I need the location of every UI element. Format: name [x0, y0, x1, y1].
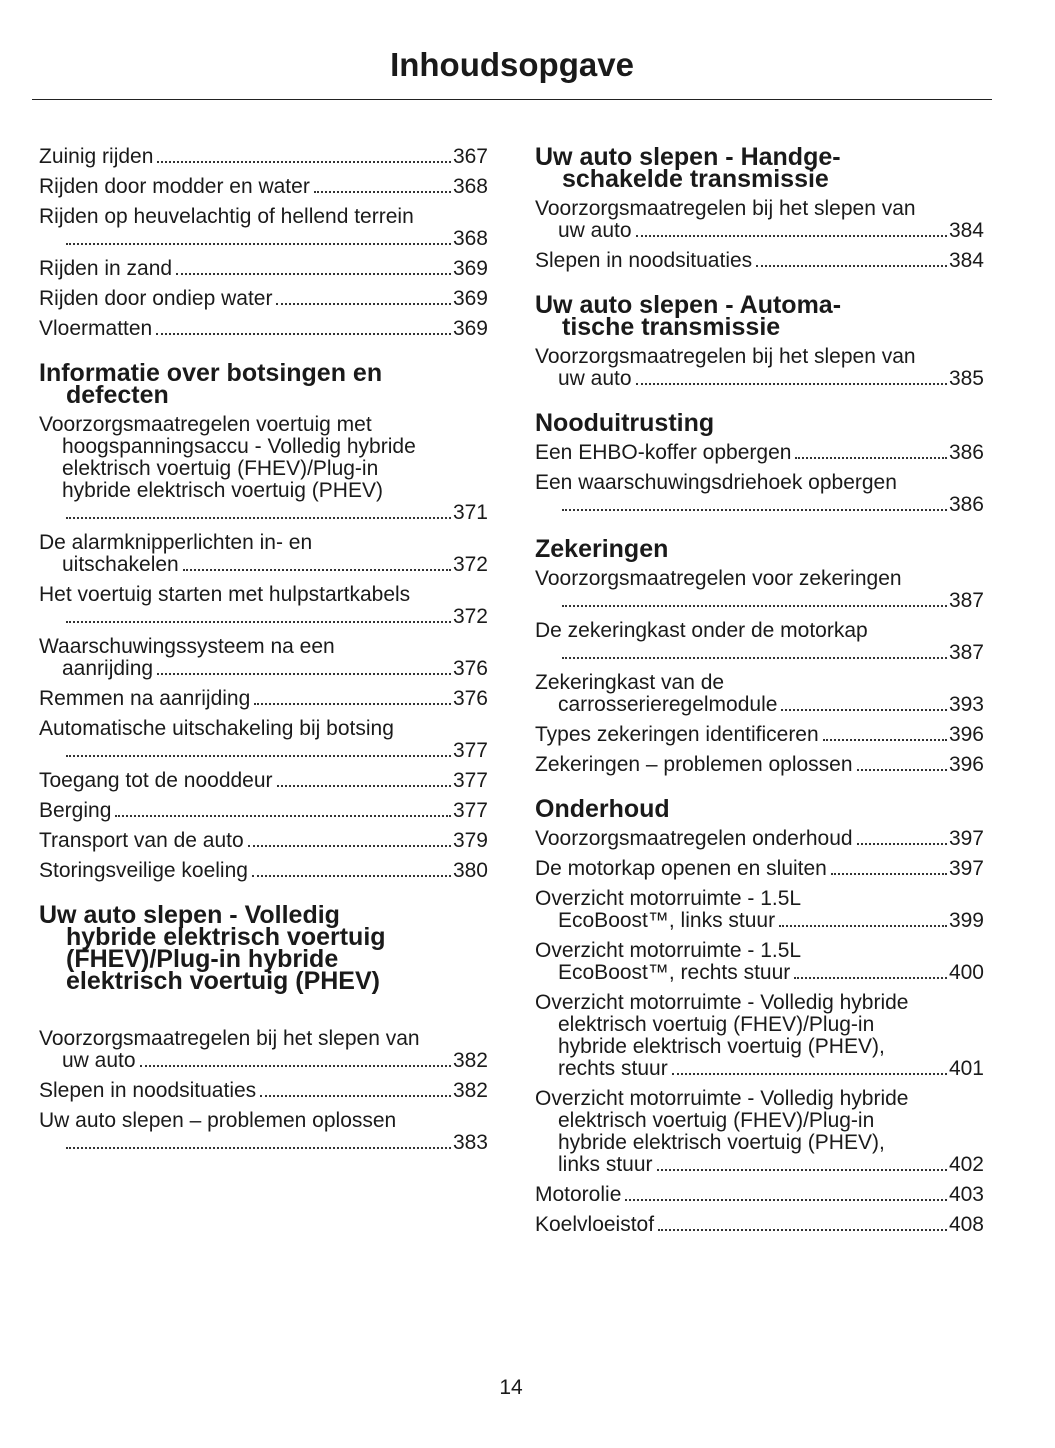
toc-entry[interactable]: [535, 724, 984, 746]
dot-leader: [140, 1065, 451, 1067]
page-ref[interactable]: 402: [948, 1153, 984, 1176]
toc-entry[interactable]: [39, 258, 488, 280]
dot-leader: [277, 785, 451, 787]
entry-text: Vloermatten: [39, 317, 153, 340]
toc-entry[interactable]: [535, 858, 984, 880]
toc-entry[interactable]: [535, 940, 984, 984]
page-ref[interactable]: 393: [948, 693, 984, 716]
page-ref[interactable]: 369: [452, 317, 488, 340]
page-ref[interactable]: 386: [948, 441, 984, 464]
dot-leader: [254, 703, 451, 705]
page-ref[interactable]: 369: [452, 287, 488, 310]
page-ref[interactable]: 376: [452, 687, 488, 710]
entry-text: Types zekeringen identificeren: [535, 723, 819, 746]
entry-text: Rijden door modder en water: [39, 175, 310, 198]
toc-entry[interactable]: [39, 584, 488, 628]
page-ref[interactable]: 371: [452, 501, 488, 524]
section-heading: [535, 143, 984, 193]
entry-text: uw auto: [558, 219, 632, 242]
toc-entry[interactable]: [39, 288, 488, 310]
page-ref[interactable]: 387: [948, 641, 984, 664]
entry-text: Toegang tot de nooddeur: [39, 769, 273, 792]
entry-text: elektrisch voertuig (FHEV)/Plug-in: [558, 1109, 875, 1132]
toc-entry[interactable]: [535, 754, 984, 776]
toc-entry[interactable]: [535, 442, 984, 464]
entry-text: tische transmissie: [562, 313, 781, 341]
page-ref[interactable]: 377: [452, 799, 488, 822]
page-ref[interactable]: 396: [948, 723, 984, 746]
toc-entry[interactable]: [39, 176, 488, 198]
toc-entry[interactable]: [535, 250, 984, 272]
entry-text: hybride elektrisch voertuig (PHEV): [62, 479, 383, 502]
dot-leader: [252, 875, 451, 877]
entry-text: Nooduitrusting: [535, 409, 715, 437]
entry-text: Uw auto slepen – problemen oplossen: [39, 1109, 397, 1132]
entry-text: Voorzorgsmaatregelen voor zekeringen: [535, 567, 902, 590]
entry-text: links stuur: [558, 1153, 653, 1176]
entry-text: Rijden in zand: [39, 257, 173, 280]
dot-leader: [781, 709, 947, 711]
dot-leader: [795, 457, 947, 459]
dot-leader: [115, 815, 451, 817]
entry-text: Motorolie: [535, 1183, 622, 1206]
page-ref[interactable]: 377: [452, 739, 488, 762]
entry-text: Slepen in noodsituaties: [535, 249, 753, 272]
entry-text: Een waarschuwingsdriehoek opbergen: [535, 471, 897, 494]
entry-text: Uw auto slepen - Handge-: [535, 143, 841, 171]
page-ref[interactable]: 383: [452, 1131, 488, 1154]
entry-text: Onderhoud: [535, 795, 670, 823]
page-ref[interactable]: 401: [948, 1057, 984, 1080]
toc-entry[interactable]: [535, 620, 984, 664]
page-ref[interactable]: 399: [948, 909, 984, 932]
page-ref[interactable]: 386: [948, 493, 984, 516]
entry-text: hoogspanningsaccu - Volledig hybride: [62, 435, 416, 458]
entry-text: Waarschuwingssysteem na een: [39, 635, 335, 658]
section-heading: [535, 795, 984, 823]
entry-text: Zekeringen: [535, 535, 669, 563]
dot-leader: [562, 657, 947, 659]
entry-text: Voorzorgsmaatregelen voertuig met: [39, 413, 372, 436]
entry-text: Voorzorgsmaatregelen bij het slepen van: [535, 197, 916, 220]
entry-text: De motorkap openen en sluiten: [535, 857, 827, 880]
dot-leader: [794, 977, 947, 979]
entry-text: EcoBoost™, links stuur: [558, 909, 776, 932]
page-ref[interactable]: 382: [452, 1049, 488, 1072]
entry-text: De alarmknipperlichten in- en: [39, 531, 313, 554]
entry-text: Informatie over botsingen en: [39, 359, 383, 387]
entry-text: uw auto: [558, 367, 632, 390]
entry-text: Voorzorgsmaatregelen bij het slepen van: [39, 1027, 420, 1050]
page-ref[interactable]: 368: [452, 175, 488, 198]
entry-text: elektrisch voertuig (PHEV): [66, 967, 380, 995]
entry-text: carrosserieregelmodule: [558, 693, 778, 716]
dot-leader: [183, 569, 451, 571]
toc-entry[interactable]: [39, 1080, 488, 1102]
page-ref[interactable]: 387: [948, 589, 984, 612]
toc-entry[interactable]: [39, 800, 488, 822]
toc-entry[interactable]: [39, 1110, 488, 1154]
entry-text: rechts stuur: [558, 1057, 668, 1080]
entry-text: Uw auto slepen - Automa-: [535, 291, 842, 319]
page-ref[interactable]: 380: [452, 859, 488, 882]
section-heading: [535, 291, 984, 341]
toc-entry[interactable]: [535, 472, 984, 516]
toc-entry[interactable]: [39, 318, 488, 340]
section-heading: [535, 535, 984, 563]
page-title: Inhoudsopgave: [390, 46, 634, 83]
toc-entry[interactable]: [535, 198, 984, 242]
entry-text: Uw auto slepen - Volledig: [39, 901, 340, 929]
page-ref[interactable]: 397: [948, 827, 984, 850]
page-ref[interactable]: 396: [948, 753, 984, 776]
dot-leader: [314, 191, 451, 193]
dot-leader: [636, 383, 947, 385]
page-ref[interactable]: 368: [452, 227, 488, 250]
page-ref[interactable]: 403: [948, 1183, 984, 1206]
entry-text: Transport van de auto: [39, 829, 244, 852]
toc-entry[interactable]: [535, 828, 984, 850]
toc-right-column: [535, 143, 984, 1244]
dot-leader: [66, 1147, 451, 1149]
dot-leader: [562, 509, 947, 511]
toc-entry[interactable]: [535, 888, 984, 932]
entry-text: aanrijding: [62, 657, 154, 680]
entry-text: Koelvloeistof: [535, 1213, 655, 1236]
dot-leader: [562, 605, 947, 607]
toc-left-column: [39, 146, 488, 1162]
dot-leader: [831, 873, 947, 875]
toc-entry[interactable]: [39, 860, 488, 882]
section-heading: [39, 359, 488, 409]
entry-text: hybride elektrisch voertuig (PHEV),: [558, 1035, 885, 1058]
entry-text: Berging: [39, 799, 112, 822]
dot-leader: [157, 161, 451, 163]
toc-entry[interactable]: [535, 346, 984, 390]
page-ref[interactable]: 369: [452, 257, 488, 280]
entry-text: Storingsveilige koeling: [39, 859, 248, 882]
entry-text: Rijden op heuvelachtig of hellend terrein: [39, 205, 414, 228]
page-ref[interactable]: 376: [452, 657, 488, 680]
dot-leader: [248, 845, 451, 847]
title-divider: [32, 99, 992, 100]
page-ref[interactable]: 385: [948, 367, 984, 390]
dot-leader: [176, 273, 451, 275]
entry-text: Het voertuig starten met hulpstartkabels: [39, 583, 411, 606]
dot-leader: [823, 739, 947, 741]
dot-leader: [276, 303, 450, 305]
entry-text: Rijden door ondiep water: [39, 287, 273, 310]
toc-entry[interactable]: [39, 146, 488, 168]
section-heading: [39, 901, 488, 995]
entry-text: Overzicht motorruimte - 1.5L: [535, 887, 802, 910]
page-ref[interactable]: 408: [948, 1213, 984, 1236]
dot-leader: [66, 517, 451, 519]
toc-entry[interactable]: [39, 636, 488, 680]
entry-text: hybride elektrisch voertuig: [66, 923, 386, 951]
section-heading: [535, 409, 984, 437]
toc-entry[interactable]: [535, 992, 984, 1080]
entry-text: Voorzorgsmaatregelen onderhoud: [535, 827, 853, 850]
dot-leader: [857, 843, 947, 845]
entry-text: Voorzorgsmaatregelen bij het slepen van: [535, 345, 916, 368]
entry-text: Automatische uitschakeling bij botsing: [39, 717, 394, 740]
entry-text: EcoBoost™, rechts stuur: [558, 961, 791, 984]
dot-leader: [156, 333, 451, 335]
page-ref[interactable]: 384: [948, 219, 984, 242]
entry-text: defecten: [66, 381, 169, 409]
dot-leader: [779, 925, 947, 927]
entry-text: elektrisch voertuig (FHEV)/Plug-in: [558, 1013, 875, 1036]
toc-entry[interactable]: [39, 688, 488, 710]
toc-entry[interactable]: [39, 1028, 488, 1072]
dot-leader: [157, 673, 451, 675]
entry-text: Zuinig rijden: [39, 145, 154, 168]
entry-text: uitschakelen: [62, 553, 179, 576]
dot-leader: [66, 243, 451, 245]
entry-text: elektrisch voertuig (FHEV)/Plug-in: [62, 457, 379, 480]
entry-text: De zekeringkast onder de motorkap: [535, 619, 868, 642]
toc-entry[interactable]: [39, 718, 488, 762]
toc-entry[interactable]: [535, 672, 984, 716]
entry-text: Zekeringkast van de: [535, 671, 725, 694]
page-ref[interactable]: 400: [948, 961, 984, 984]
toc-entry[interactable]: [535, 1184, 984, 1206]
dot-leader: [672, 1073, 947, 1075]
toc-entry[interactable]: [39, 414, 488, 524]
page-ref[interactable]: 377: [452, 769, 488, 792]
toc-entry[interactable]: [39, 770, 488, 792]
dot-leader: [625, 1199, 947, 1201]
entry-text: hybride elektrisch voertuig (PHEV),: [558, 1131, 885, 1154]
toc-entry[interactable]: [39, 206, 488, 250]
dot-leader: [658, 1229, 947, 1231]
page-ref[interactable]: 384: [948, 249, 984, 272]
toc-entry[interactable]: [39, 830, 488, 852]
entry-text: Remmen na aanrijding: [39, 687, 251, 710]
entry-text: Overzicht motorruimte - Volledig hybride: [535, 1087, 909, 1110]
dot-leader: [260, 1095, 451, 1097]
page-number: 14: [499, 1376, 523, 1399]
entry-text: uw auto: [62, 1049, 136, 1072]
page-ref[interactable]: 372: [452, 553, 488, 576]
entry-text: Zekeringen – problemen oplossen: [535, 753, 853, 776]
dot-leader: [756, 265, 947, 267]
entry-text: Een EHBO-koffer opbergen: [535, 441, 792, 464]
entry-text: (FHEV)/Plug-in hybride: [66, 945, 339, 973]
page-ref[interactable]: 397: [948, 857, 984, 880]
toc-entry[interactable]: [535, 1214, 984, 1236]
page-ref[interactable]: 379: [452, 829, 488, 852]
page-ref[interactable]: 367: [452, 145, 488, 168]
toc-entry[interactable]: [535, 1088, 984, 1176]
dot-leader: [66, 755, 451, 757]
entry-text: schakelde transmissie: [562, 165, 829, 193]
toc-entry[interactable]: [39, 532, 488, 576]
entry-text: Slepen in noodsituaties: [39, 1079, 257, 1102]
dot-leader: [657, 1169, 947, 1171]
dot-leader: [636, 235, 947, 237]
page-ref[interactable]: 382: [452, 1079, 488, 1102]
dot-leader: [857, 769, 947, 771]
page-ref[interactable]: 372: [452, 605, 488, 628]
toc-entry[interactable]: [535, 568, 984, 612]
dot-leader: [66, 621, 451, 623]
entry-text: Overzicht motorruimte - 1.5L: [535, 939, 802, 962]
entry-text: Overzicht motorruimte - Volledig hybride: [535, 991, 909, 1014]
